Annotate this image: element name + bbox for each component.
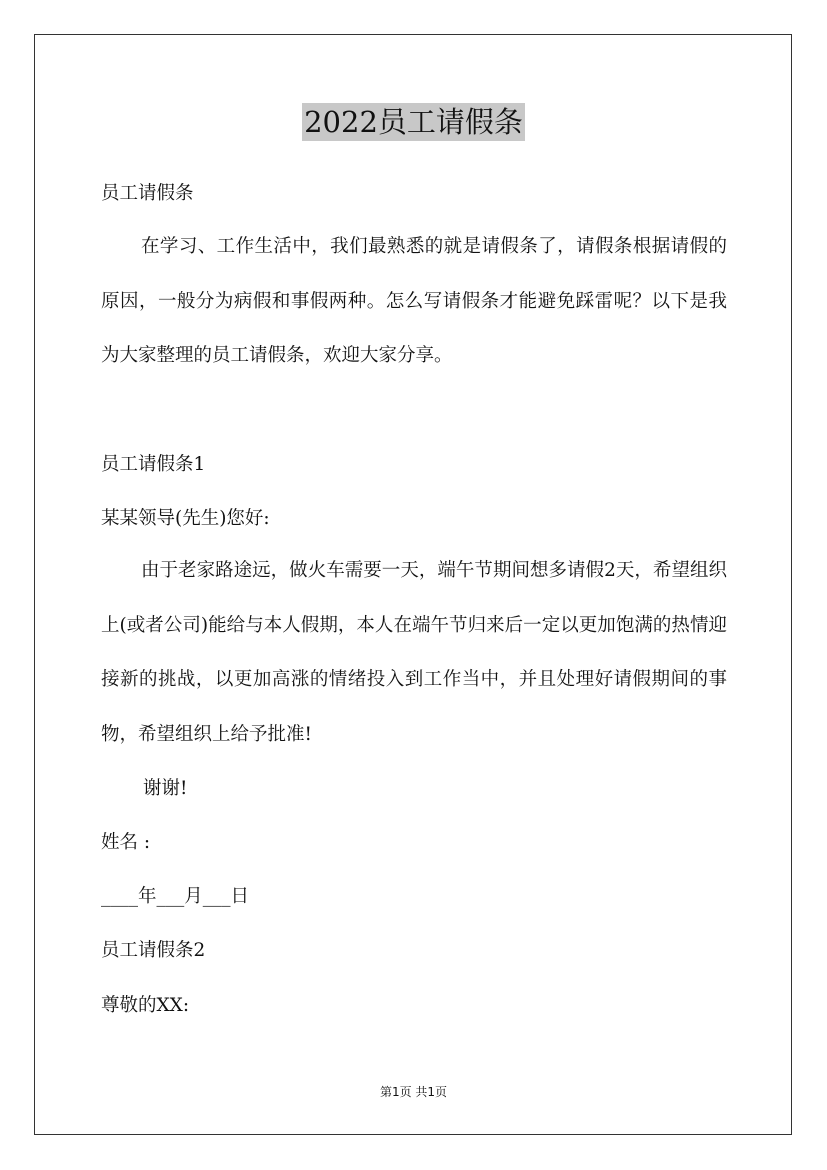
intro-paragraph: 在学习、工作生活中，我们最熟悉的就是请假条了，请假条根据请假的原因，一般分为病假和事假两种。怎么写请假条才能避免踩雷呢？以下是我为大家整理的员工请假条，欢迎大家分享。 xyxy=(101,236,727,366)
section-1-date: ____年___月___日 xyxy=(101,886,250,907)
document-title: 2022员工请假条 xyxy=(304,105,523,139)
section-1-salutation: 某某领导(先生)您好: xyxy=(101,508,270,529)
section-1-thanks: 谢谢! xyxy=(143,778,188,799)
section-1-body: 由于老家路途远，做火车需要一天，端午节期间想多请假2天，希望组织上(或者公司)能给与本人假期，本人在端午节归来后一定以更加饱满的热情迎接新的挑战，以更加高涨的情绪投入到工作当中，并且处理好请假期间的事物，希望组织上给予批准! xyxy=(101,560,727,745)
section-2-heading: 员工请假条2 xyxy=(101,940,206,961)
section-1-name: 姓名 : xyxy=(101,832,151,853)
section-1-heading: 员工请假条1 xyxy=(101,454,206,475)
page-footer: 第1页 共1页 xyxy=(379,1085,448,1099)
section-2-salutation: 尊敬的XX: xyxy=(101,995,190,1016)
subtitle: 员工请假条 xyxy=(101,183,194,204)
title-container xyxy=(0,103,827,141)
